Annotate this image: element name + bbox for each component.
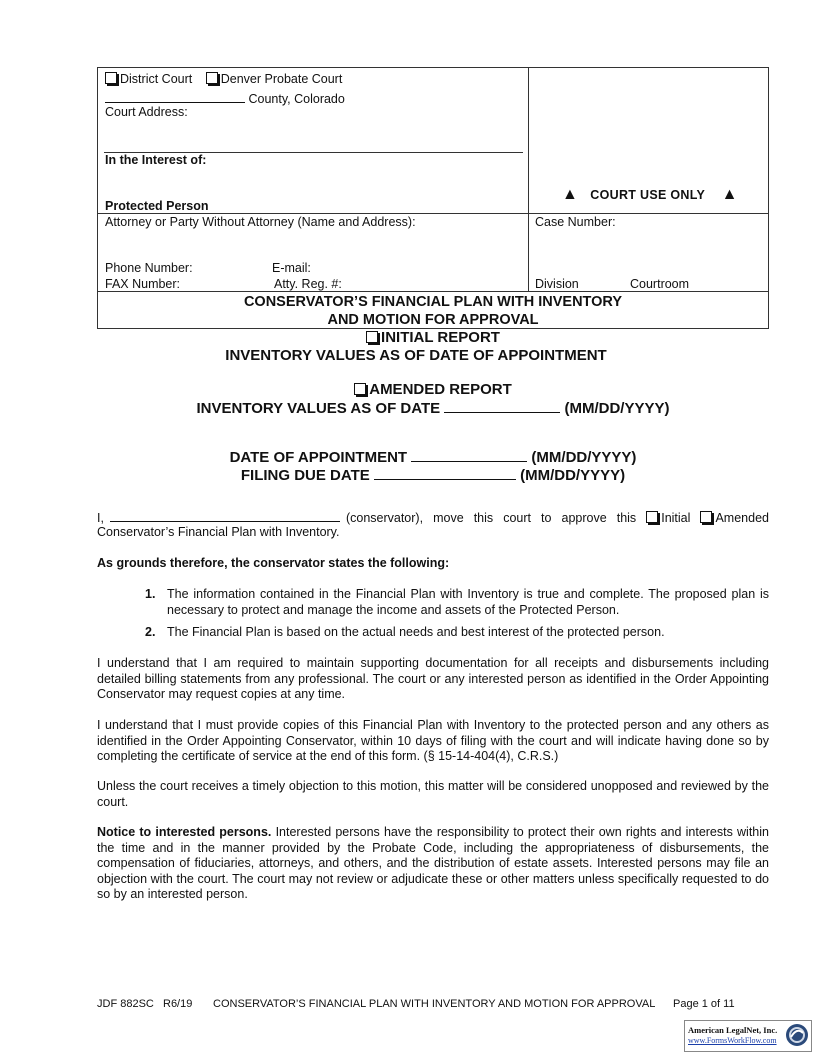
- list-item: [145, 587, 769, 618]
- item1-number: 1.: [145, 587, 156, 601]
- table-divider-2: [97, 291, 769, 292]
- protected-person-label: Protected Person: [105, 199, 209, 213]
- amended-date-blank[interactable]: [444, 400, 560, 413]
- motion-i: I,: [97, 511, 104, 525]
- table-border-top: [97, 67, 769, 68]
- initial-report-line: [97, 329, 769, 346]
- notice-label: Notice to interested persons.: [97, 825, 272, 839]
- copies-paragraph: I understand that I must provide copies of this Financial Plan with Inventory to the protected person and any others as identified in the Order Appointing Conservator, within 10 days of filing with the court and will indicate having done so by completing the certificate of service at the end of this form. (§ 15-14-404(4), C.R.S.): [97, 718, 769, 763]
- motion-initial-label: Initial: [661, 511, 691, 525]
- email-label: E-mail:: [272, 261, 311, 275]
- appointment-date-format: (MM/DD/YYYY): [531, 449, 637, 466]
- filing-due-date-line: [97, 467, 769, 484]
- footer-form-id: JDF 882SC: [97, 998, 154, 1010]
- amended-report-checkbox[interactable]: [354, 383, 366, 395]
- documentation-paragraph: I understand that I am required to maintain supporting documentation for all receipts and disbursements including detailed billing statements from any professional. The court or any interested person as identified in the Order Appointing Conservator may request copies at any time.: [97, 656, 769, 701]
- item1-text: The information contained in the Financial Plan with Inventory is true and complete. The proposed plan is necessary to protect and manage the income and assets of the Protected Person.: [167, 587, 769, 617]
- date-of-appointment-label: DATE OF APPOINTMENT: [229, 449, 408, 466]
- court-use-only: [562, 186, 737, 204]
- motion-line2: Conservator’s Financial Plan with Inventory.: [97, 525, 340, 539]
- county-line: [105, 90, 345, 106]
- item2-text: The Financial Plan is based on the actual needs and best interest of the protected person.: [167, 625, 665, 639]
- form-title-line1: CONSERVATOR’S FINANCIAL PLAN WITH INVENTORY: [243, 294, 623, 310]
- district-court-label: District Court: [120, 72, 193, 86]
- motion-initial-checkbox[interactable]: [646, 511, 658, 523]
- conservator-name-blank[interactable]: [110, 509, 340, 522]
- table-border-left: [97, 67, 98, 329]
- denver-probate-checkbox[interactable]: [206, 72, 218, 84]
- atty-reg-label: Atty. Reg. #:: [274, 277, 342, 291]
- triangle-up-icon: ▲: [721, 186, 738, 203]
- fax-number-label: FAX Number:: [105, 277, 181, 291]
- appointment-date-line: [97, 449, 769, 466]
- logo-url: www.FormsWorkFlow.com: [688, 1036, 777, 1045]
- grounds-heading: As grounds therefore, the conservator states the following:: [97, 556, 450, 570]
- court-options: [105, 72, 342, 86]
- initial-report-label: INITIAL REPORT: [381, 329, 500, 346]
- triangle-up-icon: ▲: [562, 186, 578, 203]
- american-legalnet-logo[interactable]: [684, 1020, 812, 1052]
- filing-due-date-blank[interactable]: [374, 467, 516, 480]
- district-court-checkbox[interactable]: [105, 72, 117, 84]
- notice-paragraph: [97, 825, 769, 903]
- court-use-only-label: COURT USE ONLY: [590, 188, 706, 202]
- motion-amended-checkbox[interactable]: [700, 511, 712, 523]
- footer-form-title: CONSERVATOR’S FINANCIAL PLAN WITH INVENTORY AND MOTION FOR APPROVAL: [213, 998, 656, 1010]
- initial-values-label: INVENTORY VALUES AS OF DATE OF APPOINTMENT: [225, 347, 607, 364]
- amended-values-label: INVENTORY VALUES AS OF DATE: [196, 400, 441, 417]
- globe-icon: [785, 1023, 809, 1047]
- initial-report-checkbox[interactable]: [366, 331, 378, 343]
- item2-number: 2.: [145, 625, 156, 639]
- motion-line: [97, 509, 769, 527]
- table-divider-vertical: [528, 67, 529, 291]
- in-the-interest-of-label: In the Interest of:: [105, 153, 207, 167]
- motion-conservator-text: (conservator), move this court to approve this: [345, 511, 637, 525]
- footer-revision: R6/19: [163, 998, 193, 1010]
- form-title: [97, 293, 769, 329]
- objection-paragraph: Unless the court receives a timely objection to this motion, this matter will be considered unopposed and reviewed by the court.: [97, 779, 769, 809]
- motion-amended-label: Amended: [715, 511, 769, 525]
- notice-text: Interested persons have the responsibility to protect their own rights and interests within the time and in the manner provided by the Probate Code, including the appropriateness of disbursements, the compensation of fiduciaries, attorneys, and others, and the distribution of estate assets. Interested persons may file an objection with the court. The court may not review or adjudicate these or other matters unless specifically requested to do so by an interested person.: [97, 825, 769, 901]
- court-address-label: Court Address:: [105, 105, 188, 119]
- amended-date-format: (MM/DD/YYYY): [564, 400, 670, 417]
- county-blank[interactable]: [105, 90, 245, 103]
- denver-probate-label: Denver Probate Court: [220, 72, 343, 86]
- attorney-label: Attorney or Party Without Attorney (Name and Address):: [105, 215, 416, 229]
- motion-checkboxes: [646, 511, 769, 525]
- filing-due-date-label: FILING DUE DATE: [240, 467, 370, 484]
- table-border-right: [768, 67, 769, 329]
- list-item: [145, 625, 769, 641]
- form-title-line2: AND MOTION FOR APPROVAL: [327, 312, 539, 328]
- footer-page: Page 1 of 11: [673, 998, 735, 1010]
- county-label: County, Colorado: [248, 92, 345, 106]
- amended-report-line: [97, 381, 769, 398]
- courtroom-label: Courtroom: [630, 277, 690, 291]
- amended-values-line: [97, 400, 769, 417]
- division-label: Division: [535, 277, 579, 291]
- phone-number-label: Phone Number:: [105, 261, 193, 275]
- filing-due-date-format: (MM/DD/YYYY): [520, 467, 626, 484]
- logo-name: American LegalNet, Inc.: [688, 1025, 778, 1035]
- case-number-label: Case Number:: [535, 215, 616, 229]
- amended-report-label: AMENDED REPORT: [369, 381, 512, 398]
- appointment-date-blank[interactable]: [411, 449, 527, 462]
- table-divider-1: [97, 213, 769, 214]
